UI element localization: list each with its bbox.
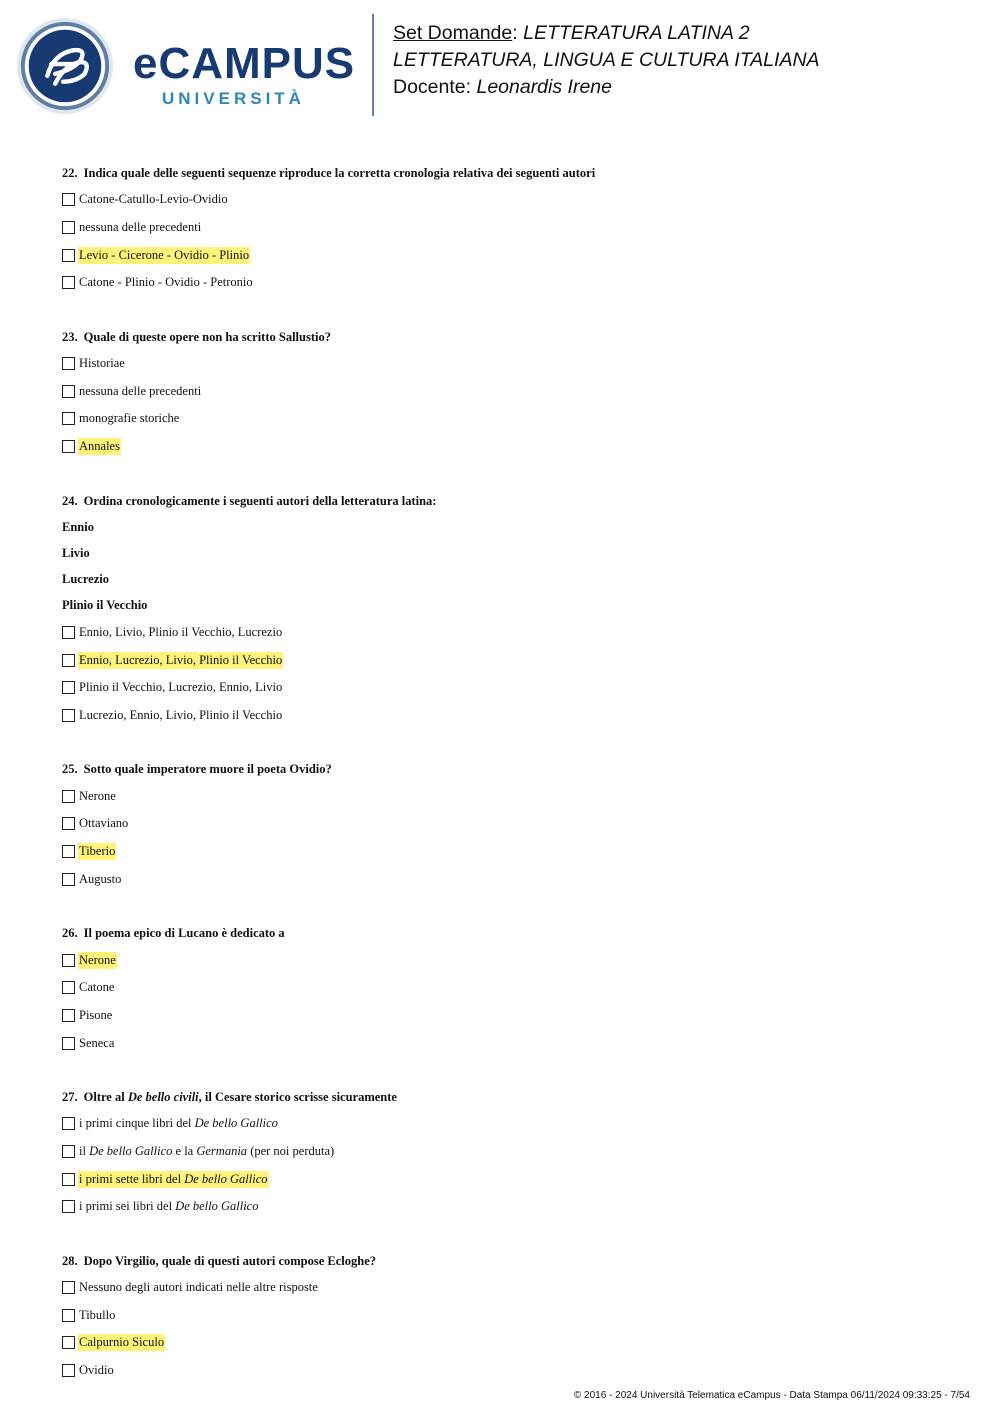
answer-text: monografie storiche: [79, 411, 180, 426]
question-block: [62, 1084, 962, 1221]
answer-checkbox[interactable]: [62, 1037, 75, 1050]
answer-checkbox[interactable]: [62, 249, 75, 262]
question-block: [62, 756, 962, 893]
answer-checkbox[interactable]: [62, 385, 75, 398]
question-block: [62, 488, 962, 730]
question-number: 25.: [62, 762, 78, 777]
italic-title-text: De bello Gallico: [194, 1116, 278, 1131]
answer-text: Nerone: [79, 788, 116, 803]
answer-text: Pisone: [79, 1007, 113, 1022]
answer-option[interactable]: [62, 674, 962, 702]
answer-text: Lucrezio, Ennio, Livio, Plinio il Vecchio: [79, 708, 283, 723]
teacher-name: Leonardis Irene: [476, 76, 612, 98]
answer-text: [78, 1115, 279, 1132]
course-subtitle: LETTERATURA, LINGUA E CULTURA ITALIANA: [393, 49, 820, 71]
answer-checkbox[interactable]: [62, 1173, 75, 1186]
university-seal-logo: [16, 17, 114, 115]
header-divider: [372, 14, 374, 116]
question-text: Dopo Virgilio, quale di questi autori compose Ecloghe?: [83, 1253, 377, 1268]
answer-checkbox[interactable]: [62, 193, 75, 206]
answer-option[interactable]: [62, 702, 962, 730]
answer-text: nessuna delle precedenti: [79, 220, 202, 235]
answer-option[interactable]: [62, 1110, 962, 1138]
text-segment: i primi cinque libri del: [79, 1116, 195, 1131]
course-title: LETTERATURA LATINA 2: [523, 22, 750, 44]
answer-text: [78, 1198, 260, 1215]
question-item-line: Ennio: [62, 519, 94, 534]
question-text: Quale di queste opere non ha scritto Sallustio?: [83, 329, 331, 344]
question-number: 27.: [62, 1089, 78, 1104]
answer-checkbox[interactable]: [62, 681, 75, 694]
answer-option[interactable]: [62, 186, 962, 214]
set-separator: :: [512, 22, 524, 44]
answer-checkbox[interactable]: [62, 440, 75, 453]
answer-option[interactable]: [62, 1165, 962, 1193]
correct-answer-text: Tiberio: [79, 844, 116, 859]
question-item-line: Lucrezio: [62, 572, 109, 587]
brand-subtitle: UNIVERSITÀ: [162, 89, 305, 108]
answer-checkbox[interactable]: [62, 817, 75, 830]
teacher-label: Docente:: [393, 76, 477, 98]
question-block: [62, 920, 962, 1057]
correct-answer-text: Nerone: [79, 952, 116, 967]
answer-text: Ottaviano: [79, 816, 129, 831]
answer-option[interactable]: [62, 1301, 962, 1329]
text-segment: Oltre al: [83, 1089, 128, 1104]
correct-answer-text: Levio - Cicerone - Ovidio - Plinio: [79, 247, 250, 262]
text-segment: , il Cesare storico scrisse sicuramente: [198, 1089, 397, 1104]
correct-answer-text: Calpurnio Siculo: [79, 1335, 165, 1350]
answer-checkbox[interactable]: [62, 1309, 75, 1322]
question-title: [62, 1248, 962, 1274]
italic-title-text: Germania: [196, 1143, 248, 1158]
answer-option[interactable]: [62, 866, 962, 894]
text-segment: e la: [172, 1143, 197, 1158]
answer-option[interactable]: [62, 619, 962, 647]
answer-text: Ovidio: [79, 1363, 114, 1378]
question-block: [62, 1248, 962, 1385]
answer-option[interactable]: [62, 810, 962, 838]
answer-checkbox[interactable]: [62, 1117, 75, 1130]
answer-checkbox[interactable]: [62, 954, 75, 967]
answer-checkbox[interactable]: [62, 357, 75, 370]
question-text: Ordina cronologicamente i seguenti autori della letteratura latina:: [83, 493, 437, 508]
answer-checkbox[interactable]: [62, 654, 75, 667]
answer-option[interactable]: [62, 1357, 962, 1385]
question-item-line: Livio: [62, 545, 90, 560]
question-number: 26.: [62, 926, 78, 941]
question-text: Indica quale delle seguenti sequenze riproduce la corretta cronologia relativa dei seguenti autori: [83, 166, 596, 180]
answer-option[interactable]: [62, 838, 962, 866]
answer-option[interactable]: [62, 269, 962, 297]
italic-title-text: De bello Gallico: [89, 1143, 173, 1158]
answer-checkbox[interactable]: [62, 709, 75, 722]
correct-answer-text: [78, 1171, 269, 1188]
italic-title-text: De bello civili: [127, 1089, 199, 1104]
answer-option[interactable]: [62, 1002, 962, 1030]
question-block: [62, 324, 962, 461]
answer-option[interactable]: [62, 1029, 962, 1057]
correct-answer-text: Annales: [79, 439, 120, 454]
set-label: Set Domande: [393, 22, 513, 44]
question-number: 28.: [62, 1253, 78, 1268]
answer-text: Plinio il Vecchio, Lucrezio, Ennio, Livio: [79, 680, 283, 695]
question-number: 23.: [62, 329, 78, 344]
question-title: [62, 756, 962, 782]
question-number: 22.: [62, 166, 78, 180]
answer-option[interactable]: [62, 946, 962, 974]
answer-checkbox[interactable]: [62, 412, 75, 425]
answer-text: Historiae: [79, 356, 125, 371]
answer-option[interactable]: [62, 974, 962, 1002]
question-title: [62, 324, 962, 350]
answer-text: Ennio, Livio, Plinio il Vecchio, Lucrezio: [79, 625, 283, 640]
answer-text: Catone - Plinio - Ovidio - Petronio: [79, 275, 253, 290]
answer-checkbox[interactable]: [62, 873, 75, 886]
answer-checkbox[interactable]: [62, 1364, 75, 1377]
answer-option[interactable]: [62, 433, 962, 461]
answer-checkbox[interactable]: [62, 1009, 75, 1022]
question-item-line: Plinio il Vecchio: [62, 598, 148, 613]
question-text: Sotto quale imperatore muore il poeta Ovidio?: [83, 762, 332, 777]
document-header: [393, 20, 820, 101]
answer-checkbox[interactable]: [62, 221, 75, 234]
answer-text: Catone-Catullo-Levio-Ovidio: [79, 192, 228, 207]
text-segment: (per noi perduta): [247, 1143, 335, 1158]
answer-option[interactable]: [62, 1329, 962, 1357]
answer-checkbox[interactable]: [62, 845, 75, 858]
answer-checkbox[interactable]: [62, 1281, 75, 1294]
answer-checkbox[interactable]: [62, 1145, 75, 1158]
answer-checkbox[interactable]: [62, 626, 75, 639]
answer-text: Nessuno degli autori indicati nelle altre risposte: [79, 1280, 318, 1295]
answer-option[interactable]: [62, 405, 962, 433]
answer-text: nessuna delle precedenti: [79, 383, 202, 398]
answer-checkbox[interactable]: [62, 790, 75, 803]
answer-option[interactable]: [62, 646, 962, 674]
italic-title-text: De bello Gallico: [184, 1171, 268, 1186]
answer-option[interactable]: [62, 241, 962, 269]
text-segment: il: [79, 1143, 90, 1158]
answer-text: Augusto: [79, 871, 122, 886]
answer-checkbox[interactable]: [62, 276, 75, 289]
answer-option[interactable]: [62, 1193, 962, 1221]
text-segment: i primi sei libri del: [79, 1199, 176, 1214]
answer-checkbox[interactable]: [62, 981, 75, 994]
answer-text: [78, 1143, 335, 1160]
question-block: [62, 160, 962, 297]
answer-checkbox[interactable]: [62, 1336, 75, 1349]
answer-checkbox[interactable]: [62, 1200, 75, 1213]
question-title: [62, 488, 962, 514]
italic-title-text: De bello Gallico: [175, 1199, 259, 1214]
answer-option[interactable]: [62, 214, 962, 242]
question-title: [62, 1084, 962, 1110]
question-text: Il poema epico di Lucano è dedicato a: [83, 926, 285, 941]
question-number: 24.: [62, 493, 78, 508]
answer-option[interactable]: [62, 1138, 962, 1166]
question-title: [62, 160, 962, 186]
answer-option[interactable]: [62, 782, 962, 810]
question-list: [62, 160, 962, 1411]
correct-answer-text: Ennio, Lucrezio, Livio, Plinio il Vecchio: [79, 652, 283, 667]
answer-text: Catone: [79, 980, 115, 995]
question-title: [62, 920, 962, 946]
page-footer: © 2016 - 2024 Università Telematica eCampus - Data Stampa 06/11/2024 09:33:25 - 7/54: [573, 1390, 970, 1401]
answer-option[interactable]: [62, 350, 962, 378]
answer-text: Tibullo: [79, 1307, 116, 1322]
brand-wordmark: eCAMPUS: [133, 39, 356, 88]
answer-option[interactable]: [62, 377, 962, 405]
answer-option[interactable]: [62, 1274, 962, 1302]
text-segment: i primi sette libri del: [79, 1171, 185, 1186]
answer-text: Seneca: [79, 1035, 115, 1050]
